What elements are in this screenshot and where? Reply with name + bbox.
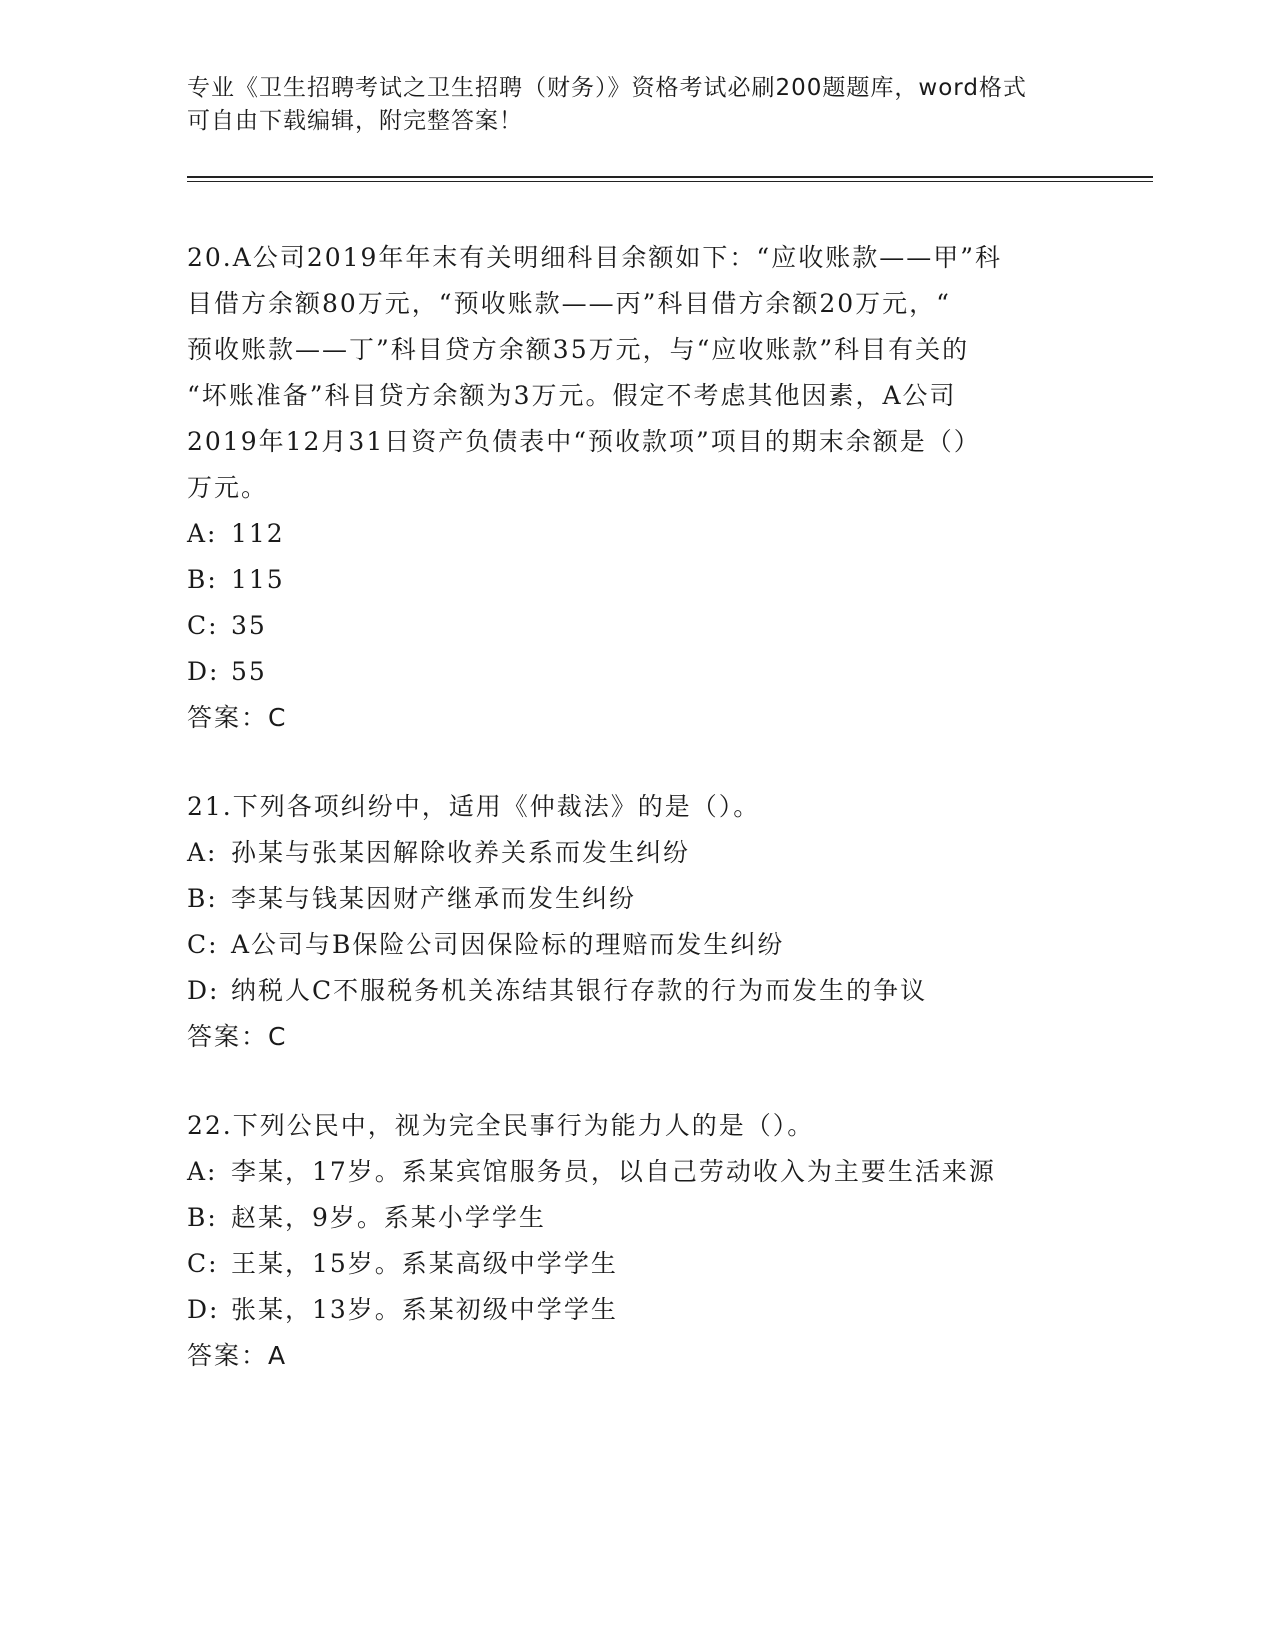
option-letter: A: [187,519,218,548]
answer-line: 答案：C [187,703,288,732]
option-a [187,830,1087,876]
option-letter: C: [187,930,219,959]
option-letter: D: [187,657,220,686]
option-letter: C: [187,611,219,640]
option-text: 张某，13岁。系某初级中学学生 [231,1295,618,1324]
option-b [187,557,1087,603]
option-a [187,1149,1087,1195]
header-title-line-2: 可自由下载编辑，附完整答案！ [187,108,523,134]
option-text: 李某，17岁。系某宾馆服务员，以自己劳动收入为主要生活来源 [231,1157,996,1186]
option-text: 王某，15岁。系某高级中学学生 [231,1249,618,1278]
option-b [187,1195,1087,1241]
option-text: 55 [231,657,267,686]
option-letter: A: [187,838,218,867]
option-letter: C: [187,1249,219,1278]
option-c [187,1241,1087,1287]
question-text-line: 预收账款——丁”科目贷方余额35万元，与“应收账款”科目有关的 [187,335,970,364]
option-a [187,511,1087,557]
answer-line: 答案：A [187,1341,288,1370]
option-text: 纳税人C不服税务机关冻结其银行存款的行为而发生的争议 [231,976,928,1005]
option-letter: B: [187,565,218,594]
header-title-line-1: 专业《卫生招聘考试之卫生招聘（财务）》资格考试必刷200题题库，word格式 [187,75,1027,101]
question-list [187,235,1087,1422]
option-text: 112 [231,519,285,548]
question-text-line: 21.下列各项纠纷中，适用《仲裁法》的是（）。 [187,792,761,821]
document-header [187,72,1077,138]
question-text-line: 目借方余额80万元，“预收账款——丙”科目借方余额20万元，“ [187,289,951,318]
question-text-line: “坏账准备”科目贷方余额为3万元。假定不考虑其他因素，A公司 [187,381,957,410]
option-c [187,922,1087,968]
question-text-line: 万元。 [187,473,269,502]
question-21 [187,784,1087,1060]
option-letter: D: [187,976,220,1005]
header-divider-thick [187,176,1153,178]
option-text: 115 [231,565,285,594]
question-text-line: 2019年12月31日资产负债表中“预收款项”项目的期末余额是（） [187,427,981,456]
question-text-line: 20.A公司2019年年末有关明细科目余额如下：“应收账款——甲”科 [187,243,1002,272]
question-20 [187,235,1087,741]
option-text: 孙某与张某因解除收养关系而发生纠纷 [231,838,691,867]
option-text: A公司与B保险公司因保险标的理赔而发生纠纷 [231,930,785,959]
option-letter: D: [187,1295,220,1324]
option-d [187,1287,1087,1333]
answer-line: 答案：C [187,1022,288,1051]
option-b [187,876,1087,922]
question-22 [187,1103,1087,1379]
option-text: 李某与钱某因财产继承而发生纠纷 [231,884,637,913]
question-text-line: 22.下列公民中，视为完全民事行为能力人的是（）。 [187,1111,815,1140]
option-letter: B: [187,1203,218,1232]
option-d [187,649,1087,695]
option-text: 赵某，9岁。系某小学学生 [231,1203,546,1232]
option-text: 35 [231,611,267,640]
option-d [187,968,1087,1014]
header-divider-thin [187,181,1153,182]
option-letter: B: [187,884,218,913]
option-letter: A: [187,1157,218,1186]
option-c [187,603,1087,649]
